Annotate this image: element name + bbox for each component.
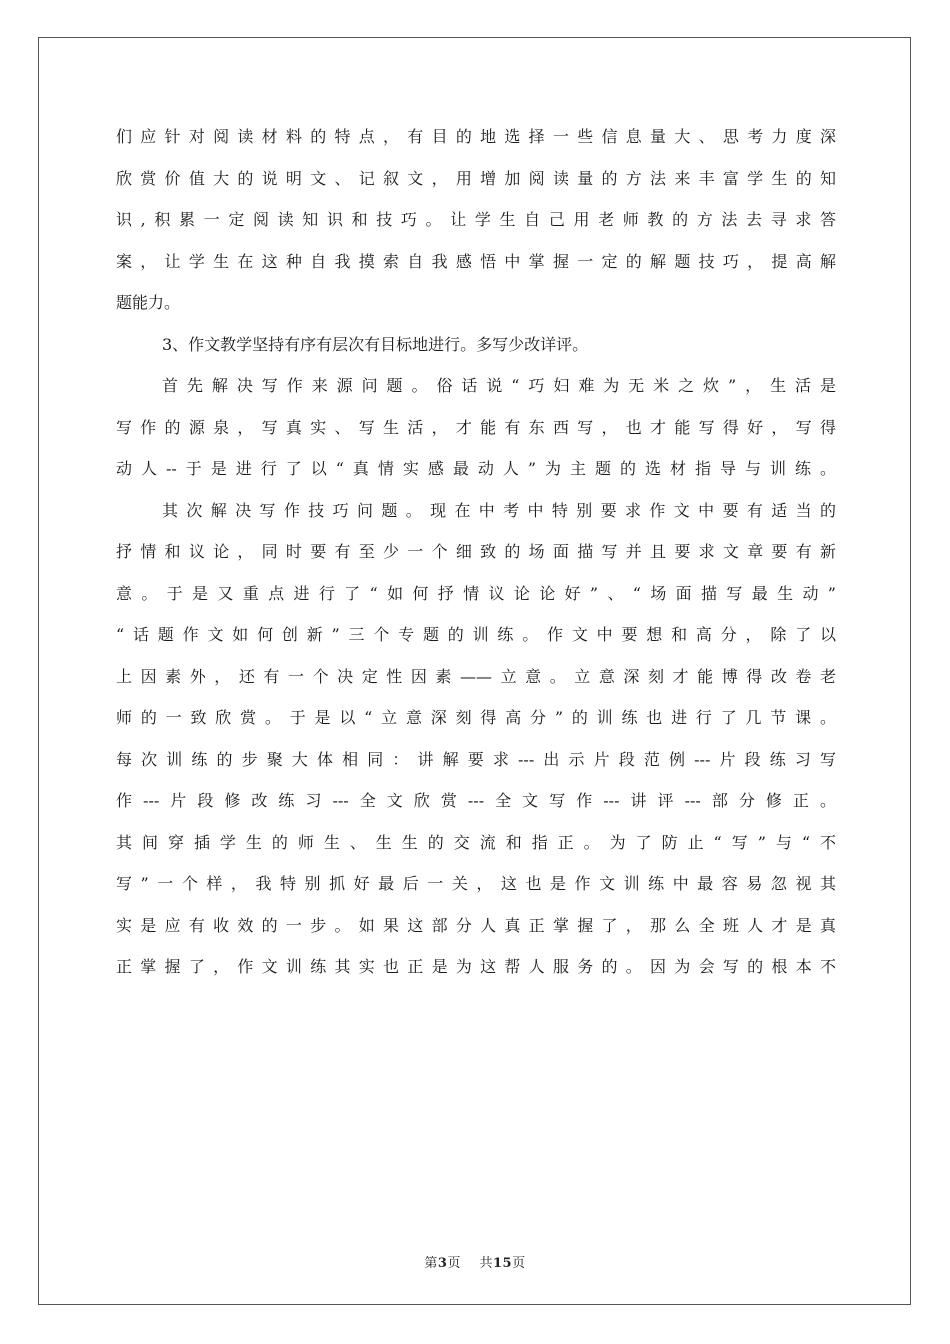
text-line: 意。于是又重点进行了“如何抒情议论论好”、“场面描写最生动” xyxy=(116,583,836,603)
total-pages: 15 xyxy=(493,1256,513,1271)
text-line: 首先解决写作来源问题。俗话说“巧妇难为无米之炊”，生活是 xyxy=(162,376,836,395)
text-line: 实是应有收效的一步。如果这部分人真正掌握了，那么全班人才是真 xyxy=(116,915,836,935)
text-line: 们应针对阅读材料的特点，有目的地选择一些信息量大、思考力度深 xyxy=(116,127,836,146)
text-line: 动人--于是进行了以“真情实感最动人”为主题的选材指导与训练。 xyxy=(116,459,836,478)
text-line: 其间穿插学生的师生、生生的交流和指正。为了防止“写”与“不 xyxy=(116,832,836,852)
text-line: 欣赏价值大的说明文、记叙文，用增加阅读量的方法来丰富学生的知 xyxy=(116,168,836,188)
text-line: 抒情和议论，同时要有至少一个细致的场面描写并且要求文章要有新 xyxy=(116,542,836,561)
text-line: 案，让学生在这种自我摸索自我感悟中掌握一定的解题技巧，提高解 xyxy=(116,251,836,271)
page-suffix: 页 xyxy=(447,1256,461,1271)
text-line: 题能力。 xyxy=(116,293,181,312)
text-line: 识,积累一定阅读知识和技巧。让学生自己用老师教的方法去寻求答 xyxy=(116,210,836,229)
page-prefix: 第 xyxy=(424,1256,438,1271)
text-line: 师的一致欣赏。于是以“立意深刻得高分”的训练也进行了几节课。 xyxy=(116,708,836,727)
total-suffix: 页 xyxy=(512,1256,526,1271)
text-line: 每次训练的步聚大体相同：讲解要求---出示片段范例---片段练习写 xyxy=(116,749,836,769)
text-line: “话题作文如何创新”三个专题的训练。作文中要想和高分，除了以 xyxy=(116,625,836,644)
document-body xyxy=(116,124,836,996)
text-line: 上因素外，还有一个决定性因素——立意。立意深刻才能博得改卷老 xyxy=(116,666,836,686)
page-footer xyxy=(0,1252,950,1271)
text-line: 正掌握了，作文训练其实也正是为这帮人服务的。因为会写的根本不 xyxy=(116,957,836,976)
text-line: 写”一个样，我特别抓好最后一关，这也是作文训练中最容易忽视其 xyxy=(116,874,836,893)
text-line: 其次解决写作技巧问题。现在中考中特别要求作文中要有适当的 xyxy=(162,500,836,520)
page-number: 3 xyxy=(437,1256,448,1271)
text-line: 作---片段修改练习---全文欣赏---全文写作---讲评---部分修正。 xyxy=(116,791,836,810)
text-line: 写作的源泉，写真实、写生活，才能有东西写，也才能写得好，写得 xyxy=(116,417,836,437)
total-prefix: 共 xyxy=(479,1256,493,1271)
section-heading: 3、作文教学坚持有序有层次有目标地进行。多写少改详评。 xyxy=(162,334,589,354)
